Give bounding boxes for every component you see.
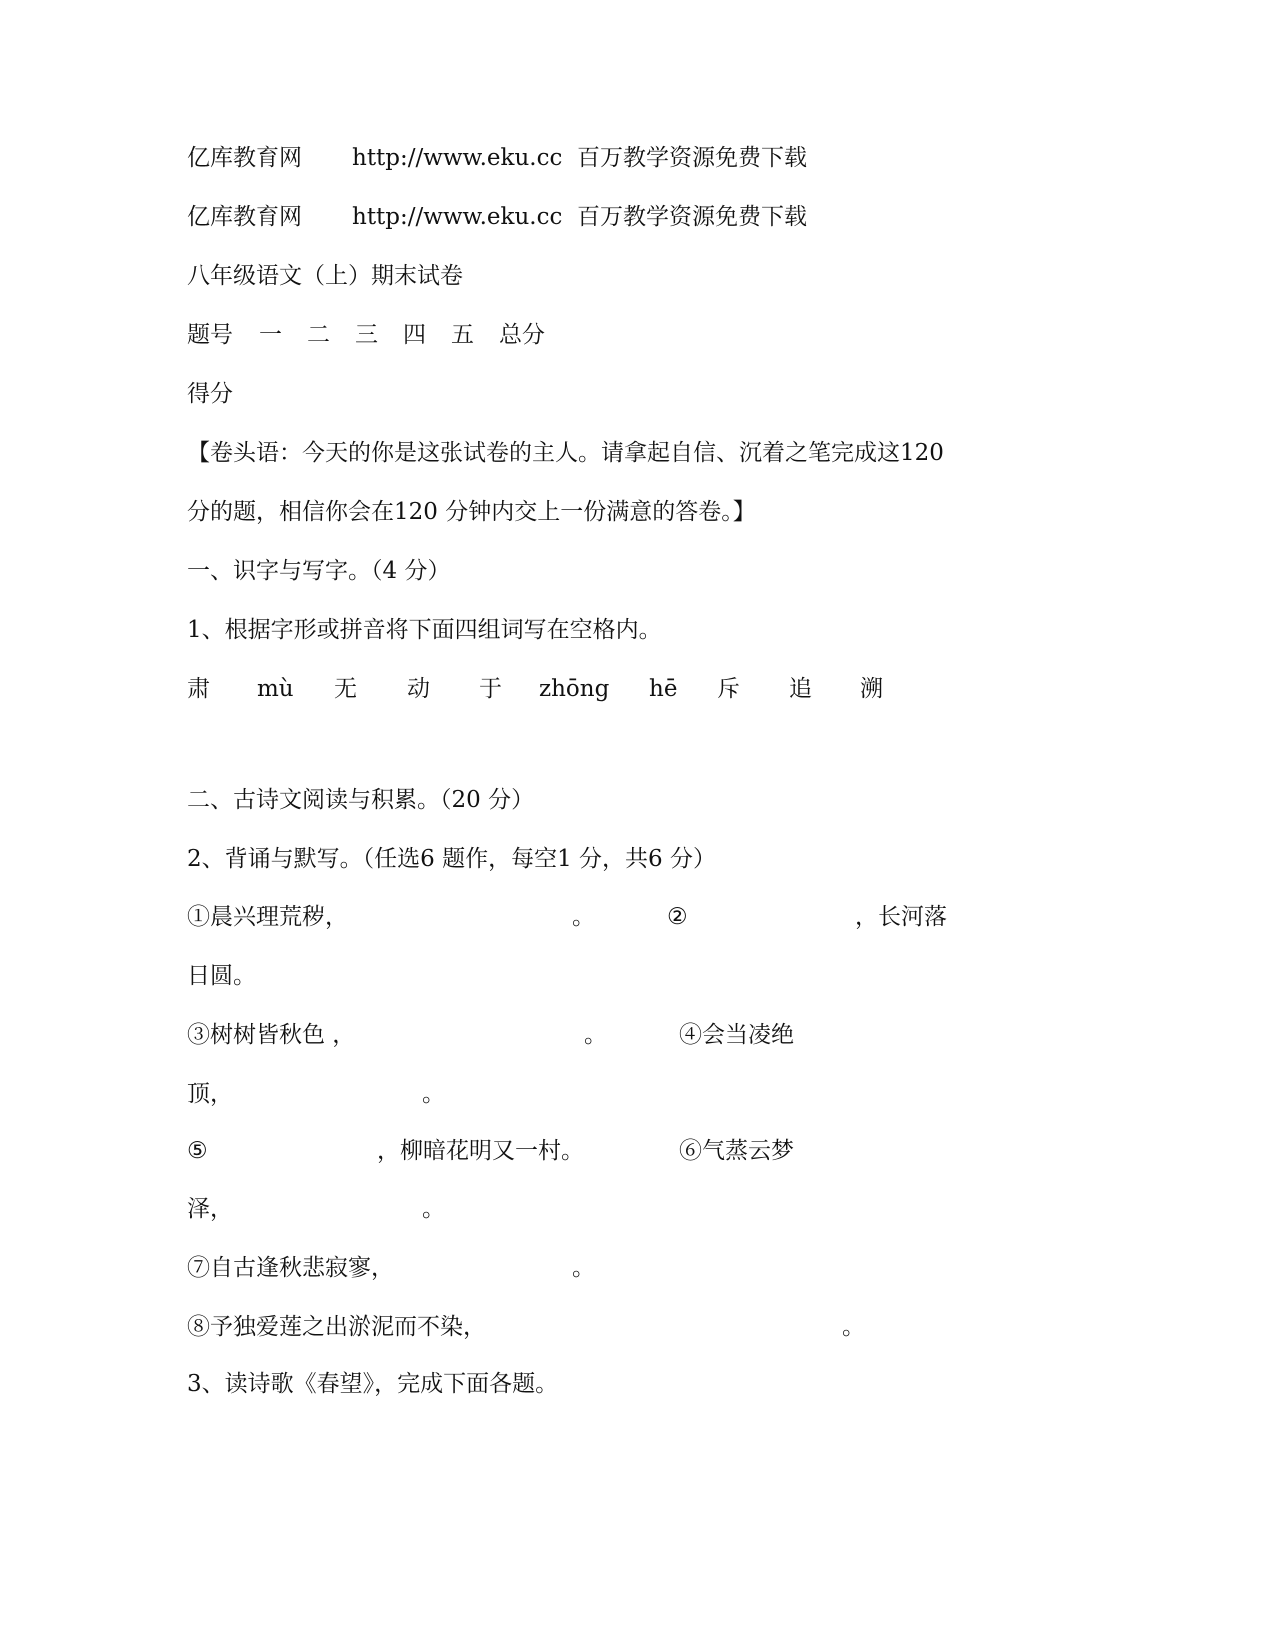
- question-2: 2、背诵与默写。（任选6 题作，每空1 分，共6 分）: [187, 846, 716, 872]
- score-col: 四: [403, 322, 426, 348]
- site-slogan: 百万教学资源免费下载: [577, 145, 807, 171]
- score-col: 三: [355, 322, 378, 348]
- score-col-total: 总分: [499, 322, 545, 348]
- section1-title: 一、识字与写字。（4 分）: [187, 558, 451, 584]
- score-table-header: [187, 320, 1087, 350]
- score-row-label: 得分: [187, 381, 233, 407]
- word-row: [187, 674, 1087, 704]
- word-item: zhōng: [539, 676, 610, 702]
- recite-item-6: ⑥气蒸云梦: [679, 1138, 794, 1164]
- recite-item-6-cont: 泽，: [187, 1196, 233, 1222]
- score-col: 五: [451, 322, 474, 348]
- header-line-1: [187, 143, 1087, 173]
- site-slogan: 百万教学资源免费下载: [577, 204, 807, 230]
- blank-end: 。: [422, 1196, 445, 1222]
- site-name: 亿库教育网: [187, 204, 302, 230]
- question-3: 3、读诗歌《春望》，完成下面各题。: [187, 1371, 559, 1397]
- recite-item-2: ②: [667, 904, 688, 930]
- intro-line-2: 分的题，相信你会在120 分钟内交上一份满意的答卷。】: [187, 499, 756, 525]
- word-item: 追: [789, 676, 812, 702]
- recite-row-2: [187, 1020, 1087, 1050]
- recite-item-1: ①晨兴理荒秽，: [187, 904, 348, 930]
- word-item: 动: [407, 676, 430, 702]
- recite-item-5: ⑤: [187, 1138, 208, 1164]
- score-col-label: 题号: [187, 322, 233, 348]
- blank-end: 。: [572, 904, 595, 930]
- question-1: 1、根据字形或拼音将下面四组词写在空格内。: [187, 617, 662, 643]
- site-url: http://www.eku.cc: [352, 204, 563, 230]
- word-item: 斥: [717, 676, 740, 702]
- section2-title: 二、古诗文阅读与积累。（20 分）: [187, 787, 535, 813]
- recite-item-2-end: ，长河落: [855, 904, 947, 930]
- word-item: 肃: [187, 676, 210, 702]
- recite-item-7: ⑦自古逢秋悲寂寥，: [187, 1255, 394, 1281]
- recite-row-2b: [187, 1079, 1087, 1109]
- recite-item-4-cont: 顶，: [187, 1081, 233, 1107]
- site-name: 亿库教育网: [187, 145, 302, 171]
- word-item: 无: [334, 676, 357, 702]
- page-title: 八年级语文（上）期末试卷: [187, 263, 463, 289]
- site-url: http://www.eku.cc: [352, 145, 563, 171]
- word-item: 于: [479, 676, 502, 702]
- blank-end: 。: [842, 1314, 865, 1340]
- intro-line-1: 【卷头语：今天的你是这张试卷的主人。请拿起自信、沉着之笔完成这120: [187, 440, 944, 466]
- score-col: 一: [259, 322, 282, 348]
- recite-item-8: ⑧予独爱莲之出淤泥而不染，: [187, 1314, 486, 1340]
- recite-row-4: [187, 1253, 1087, 1283]
- recite-item-2-cont: 日圆。: [187, 963, 256, 989]
- word-item: hē: [649, 676, 678, 702]
- recite-item-4: ④会当凌绝: [679, 1022, 794, 1048]
- blank-end: 。: [572, 1255, 595, 1281]
- score-col: 二: [307, 322, 330, 348]
- word-item: 溯: [860, 676, 883, 702]
- recite-row-3: [187, 1136, 1087, 1166]
- blank-end: 。: [422, 1081, 445, 1107]
- recite-row-5: [187, 1312, 1087, 1342]
- recite-row-3b: [187, 1194, 1087, 1224]
- header-line-2: [187, 202, 1087, 232]
- recite-row-1: [187, 902, 1087, 932]
- recite-item-3: ③树树皆秋色 ，: [187, 1022, 356, 1048]
- blank-end: 。: [584, 1022, 607, 1048]
- word-item: mù: [257, 676, 294, 702]
- recite-item-5-end: ，柳暗花明又一村。: [377, 1138, 584, 1164]
